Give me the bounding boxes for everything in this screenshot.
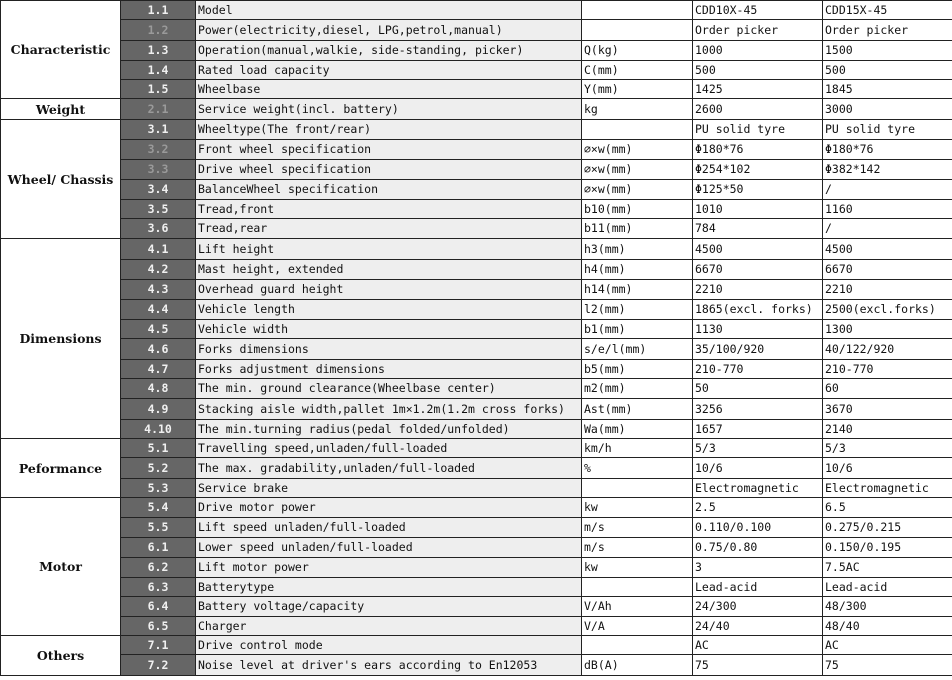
row-number: 1.5 — [121, 80, 196, 99]
value-cdd10x-cell: 1865(excl. forks) — [693, 300, 823, 320]
table-row — [1, 120, 952, 140]
value-cdd10x-cell: 75 — [693, 655, 823, 676]
unit-cell: dB(A) — [582, 655, 693, 676]
unit-cell: h4(mm) — [582, 260, 693, 280]
value-cdd10x-cell: PU solid tyre — [693, 120, 823, 140]
parameter-cell: Travelling speed,unladen/full-loaded — [196, 439, 582, 458]
value-cdd10x-cell: 210-770 — [693, 360, 823, 379]
value-cdd10x-cell: 24/300 — [693, 597, 823, 617]
parameter-cell: Noise level at driver's ears according to En12053 — [196, 655, 582, 676]
row-number: 6.5 — [121, 617, 196, 636]
row-number: 2.1 — [121, 99, 196, 120]
value-cdd15x-cell: 4500 — [823, 239, 952, 260]
unit-cell: V/Ah — [582, 597, 693, 617]
group-label-others: Others — [1, 636, 121, 676]
value-cdd10x-cell: Order picker — [693, 20, 823, 41]
value-cdd10x-cell: 2600 — [693, 99, 823, 120]
row-number: 1.4 — [121, 61, 196, 80]
value-cdd15x-cell: 6670 — [823, 260, 952, 280]
table-row — [1, 597, 952, 617]
unit-cell: b10(mm) — [582, 200, 693, 219]
table-row — [1, 518, 952, 538]
row-number: 4.2 — [121, 260, 196, 280]
row-number: 4.5 — [121, 320, 196, 339]
value-cdd10x-cell: Φ254*102 — [693, 160, 823, 180]
value-cdd15x-cell: 40/122/920 — [823, 339, 952, 360]
row-number: 1.3 — [121, 41, 196, 61]
value-cdd10x-cell: 35/100/920 — [693, 339, 823, 360]
parameter-cell: Vehicle length — [196, 300, 582, 320]
unit-cell: l2(mm) — [582, 300, 693, 320]
table-row — [1, 20, 952, 41]
value-cdd10x-cell: 6670 — [693, 260, 823, 280]
parameter-cell: Service brake — [196, 479, 582, 498]
unit-cell: Wa(mm) — [582, 420, 693, 439]
table-row — [1, 339, 952, 360]
row-number: 4.8 — [121, 379, 196, 399]
parameter-cell: Rated load capacity — [196, 61, 582, 80]
unit-cell — [582, 479, 693, 498]
parameter-cell: The max. gradability,unladen/full-loaded — [196, 458, 582, 479]
value-cdd10x-cell: 4500 — [693, 239, 823, 260]
group-label-performance: Peformance — [1, 439, 121, 498]
parameter-cell: Battery voltage/capacity — [196, 597, 582, 617]
value-cdd15x-cell: 2140 — [823, 420, 952, 439]
table-row — [1, 99, 952, 120]
value-cdd15x-cell: 7.5AC — [823, 558, 952, 578]
parameter-cell: Service weight(incl. battery) — [196, 99, 582, 120]
unit-cell: ⌀×w(mm) — [582, 180, 693, 200]
unit-cell: ⌀×w(mm) — [582, 160, 693, 180]
unit-cell: km/h — [582, 439, 693, 458]
parameter-cell: Stacking aisle width,pallet 1m×1.2m(1.2m cross forks) — [196, 399, 582, 420]
parameter-cell: Power(electricity,diesel, LPG,petrol,manual) — [196, 20, 582, 41]
value-cdd15x-cell: Electromagnetic — [823, 479, 952, 498]
parameter-cell: Overhead guard height — [196, 280, 582, 300]
row-number: 3.4 — [121, 180, 196, 200]
value-cdd10x-cell: 0.110/0.100 — [693, 518, 823, 538]
value-cdd10x-cell: 1000 — [693, 41, 823, 61]
value-cdd10x-cell: 5/3 — [693, 439, 823, 458]
row-number: 3.3 — [121, 160, 196, 180]
value-cdd15x-cell: 210-770 — [823, 360, 952, 379]
unit-cell: C(mm) — [582, 61, 693, 80]
table-row — [1, 219, 952, 239]
table-row — [1, 360, 952, 379]
value-cdd15x-cell: 60 — [823, 379, 952, 399]
parameter-cell: Vehicle width — [196, 320, 582, 339]
table-row — [1, 280, 952, 300]
value-cdd15x-cell: 2210 — [823, 280, 952, 300]
parameter-cell: BalanceWheel specification — [196, 180, 582, 200]
value-cdd10x-cell: Φ180*76 — [693, 140, 823, 160]
table-row — [1, 420, 952, 439]
parameter-cell: Lift height — [196, 239, 582, 260]
value-cdd15x-cell: Lead-acid — [823, 578, 952, 597]
table-row — [1, 200, 952, 219]
parameter-cell: Front wheel specification — [196, 140, 582, 160]
unit-cell — [582, 578, 693, 597]
parameter-cell: Forks dimensions — [196, 339, 582, 360]
table-row — [1, 558, 952, 578]
unit-cell: b1(mm) — [582, 320, 693, 339]
row-number: 4.4 — [121, 300, 196, 320]
value-cdd10x-cell: CDD10X-45 — [693, 1, 823, 20]
parameter-cell: Drive motor power — [196, 498, 582, 518]
parameter-cell: Tread,rear — [196, 219, 582, 239]
value-cdd15x-cell: 1300 — [823, 320, 952, 339]
parameter-cell: The min. ground clearance(Wheelbase center) — [196, 379, 582, 399]
group-label-characteristic: Characteristic — [1, 1, 121, 99]
unit-cell: kw — [582, 558, 693, 578]
row-number: 3.1 — [121, 120, 196, 140]
unit-cell: b5(mm) — [582, 360, 693, 379]
table-row — [1, 180, 952, 200]
value-cdd15x-cell: 1845 — [823, 80, 952, 99]
unit-cell — [582, 1, 693, 20]
unit-cell: h3(mm) — [582, 239, 693, 260]
value-cdd15x-cell: 0.275/0.215 — [823, 518, 952, 538]
table-row — [1, 41, 952, 61]
value-cdd10x-cell: 1130 — [693, 320, 823, 339]
parameter-cell: Tread,front — [196, 200, 582, 219]
value-cdd10x-cell: Lead-acid — [693, 578, 823, 597]
table-row — [1, 379, 952, 399]
table-row — [1, 538, 952, 558]
value-cdd15x-cell: AC — [823, 636, 952, 655]
value-cdd10x-cell: 24/40 — [693, 617, 823, 636]
unit-cell: s/e/l(mm) — [582, 339, 693, 360]
table-row — [1, 498, 952, 518]
row-number: 6.4 — [121, 597, 196, 617]
table-row — [1, 80, 952, 99]
table-row — [1, 300, 952, 320]
value-cdd10x-cell: 1657 — [693, 420, 823, 439]
row-number: 5.2 — [121, 458, 196, 479]
parameter-cell: Drive control mode — [196, 636, 582, 655]
value-cdd10x-cell: Φ125*50 — [693, 180, 823, 200]
spec-table-body — [1, 1, 952, 676]
value-cdd10x-cell: 3 — [693, 558, 823, 578]
unit-cell — [582, 20, 693, 41]
value-cdd15x-cell: Φ180*76 — [823, 140, 952, 160]
value-cdd10x-cell: 0.75/0.80 — [693, 538, 823, 558]
value-cdd15x-cell: / — [823, 180, 952, 200]
row-number: 4.1 — [121, 239, 196, 260]
value-cdd10x-cell: 500 — [693, 61, 823, 80]
value-cdd15x-cell: 3000 — [823, 99, 952, 120]
parameter-cell: Model — [196, 1, 582, 20]
parameter-cell: Lift motor power — [196, 558, 582, 578]
unit-cell — [582, 120, 693, 140]
table-row — [1, 260, 952, 280]
value-cdd10x-cell: 784 — [693, 219, 823, 239]
row-number: 6.3 — [121, 578, 196, 597]
value-cdd10x-cell: 50 — [693, 379, 823, 399]
unit-cell: kg — [582, 99, 693, 120]
value-cdd15x-cell: PU solid tyre — [823, 120, 952, 140]
table-row — [1, 399, 952, 420]
row-number: 1.1 — [121, 1, 196, 20]
unit-cell: ⌀×w(mm) — [582, 140, 693, 160]
table-row — [1, 617, 952, 636]
parameter-cell: Lift speed unladen/full-loaded — [196, 518, 582, 538]
unit-cell: m2(mm) — [582, 379, 693, 399]
row-number: 1.2 — [121, 20, 196, 41]
parameter-cell: Wheeltype(The front/rear) — [196, 120, 582, 140]
parameter-cell: Mast height, extended — [196, 260, 582, 280]
row-number: 4.9 — [121, 399, 196, 420]
group-label-dimensions: Dimensions — [1, 239, 121, 439]
value-cdd10x-cell: 10/6 — [693, 458, 823, 479]
row-number: 3.5 — [121, 200, 196, 219]
row-number: 5.4 — [121, 498, 196, 518]
unit-cell: Y(mm) — [582, 80, 693, 99]
value-cdd15x-cell: 10/6 — [823, 458, 952, 479]
row-number: 3.2 — [121, 140, 196, 160]
table-row — [1, 160, 952, 180]
row-number: 6.1 — [121, 538, 196, 558]
row-number: 7.1 — [121, 636, 196, 655]
row-number: 4.3 — [121, 280, 196, 300]
row-number: 7.2 — [121, 655, 196, 676]
unit-cell: h14(mm) — [582, 280, 693, 300]
row-number: 3.6 — [121, 219, 196, 239]
unit-cell: % — [582, 458, 693, 479]
table-row — [1, 479, 952, 498]
row-number: 6.2 — [121, 558, 196, 578]
value-cdd15x-cell: 0.150/0.195 — [823, 538, 952, 558]
value-cdd10x-cell: Electromagnetic — [693, 479, 823, 498]
row-number: 4.7 — [121, 360, 196, 379]
value-cdd15x-cell: Order picker — [823, 20, 952, 41]
value-cdd15x-cell: 1160 — [823, 200, 952, 219]
value-cdd15x-cell: 1500 — [823, 41, 952, 61]
value-cdd15x-cell: 2500(excl.forks) — [823, 300, 952, 320]
row-number: 4.10 — [121, 420, 196, 439]
value-cdd15x-cell: 75 — [823, 655, 952, 676]
unit-cell: V/A — [582, 617, 693, 636]
parameter-cell: Drive wheel specification — [196, 160, 582, 180]
parameter-cell: Charger — [196, 617, 582, 636]
table-row — [1, 578, 952, 597]
table-row — [1, 61, 952, 80]
table-row — [1, 239, 952, 260]
unit-cell — [582, 636, 693, 655]
parameter-cell: Batterytype — [196, 578, 582, 597]
row-number: 5.5 — [121, 518, 196, 538]
table-row — [1, 439, 952, 458]
parameter-cell: Wheelbase — [196, 80, 582, 99]
value-cdd10x-cell: 1010 — [693, 200, 823, 219]
table-row — [1, 458, 952, 479]
table-row — [1, 320, 952, 339]
value-cdd15x-cell: 48/300 — [823, 597, 952, 617]
parameter-cell: Lower speed unladen/full-loaded — [196, 538, 582, 558]
row-number: 5.1 — [121, 439, 196, 458]
row-number: 4.6 — [121, 339, 196, 360]
unit-cell: m/s — [582, 538, 693, 558]
unit-cell: kw — [582, 498, 693, 518]
value-cdd10x-cell: 3256 — [693, 399, 823, 420]
value-cdd15x-cell: CDD15X-45 — [823, 1, 952, 20]
value-cdd15x-cell: 500 — [823, 61, 952, 80]
unit-cell: Ast(mm) — [582, 399, 693, 420]
value-cdd15x-cell: 5/3 — [823, 439, 952, 458]
unit-cell: m/s — [582, 518, 693, 538]
value-cdd15x-cell: 3670 — [823, 399, 952, 420]
parameter-cell: Operation(manual,walkie, side-standing, picker) — [196, 41, 582, 61]
unit-cell: b11(mm) — [582, 219, 693, 239]
table-row — [1, 1, 952, 20]
value-cdd10x-cell: 2210 — [693, 280, 823, 300]
value-cdd10x-cell: 1425 — [693, 80, 823, 99]
value-cdd15x-cell: / — [823, 219, 952, 239]
value-cdd10x-cell: AC — [693, 636, 823, 655]
table-row — [1, 636, 952, 655]
value-cdd15x-cell: Φ382*142 — [823, 160, 952, 180]
parameter-cell: The min.turning radius(pedal folded/unfolded) — [196, 420, 582, 439]
table-row — [1, 140, 952, 160]
value-cdd10x-cell: 2.5 — [693, 498, 823, 518]
group-label-wheel: Wheel/ Chassis — [1, 120, 121, 239]
value-cdd15x-cell: 48/40 — [823, 617, 952, 636]
group-label-weight: Weight — [1, 99, 121, 120]
table-row — [1, 655, 952, 676]
group-label-motor: Motor — [1, 498, 121, 636]
parameter-cell: Forks adjustment dimensions — [196, 360, 582, 379]
value-cdd15x-cell: 6.5 — [823, 498, 952, 518]
unit-cell: Q(kg) — [582, 41, 693, 61]
row-number: 5.3 — [121, 479, 196, 498]
